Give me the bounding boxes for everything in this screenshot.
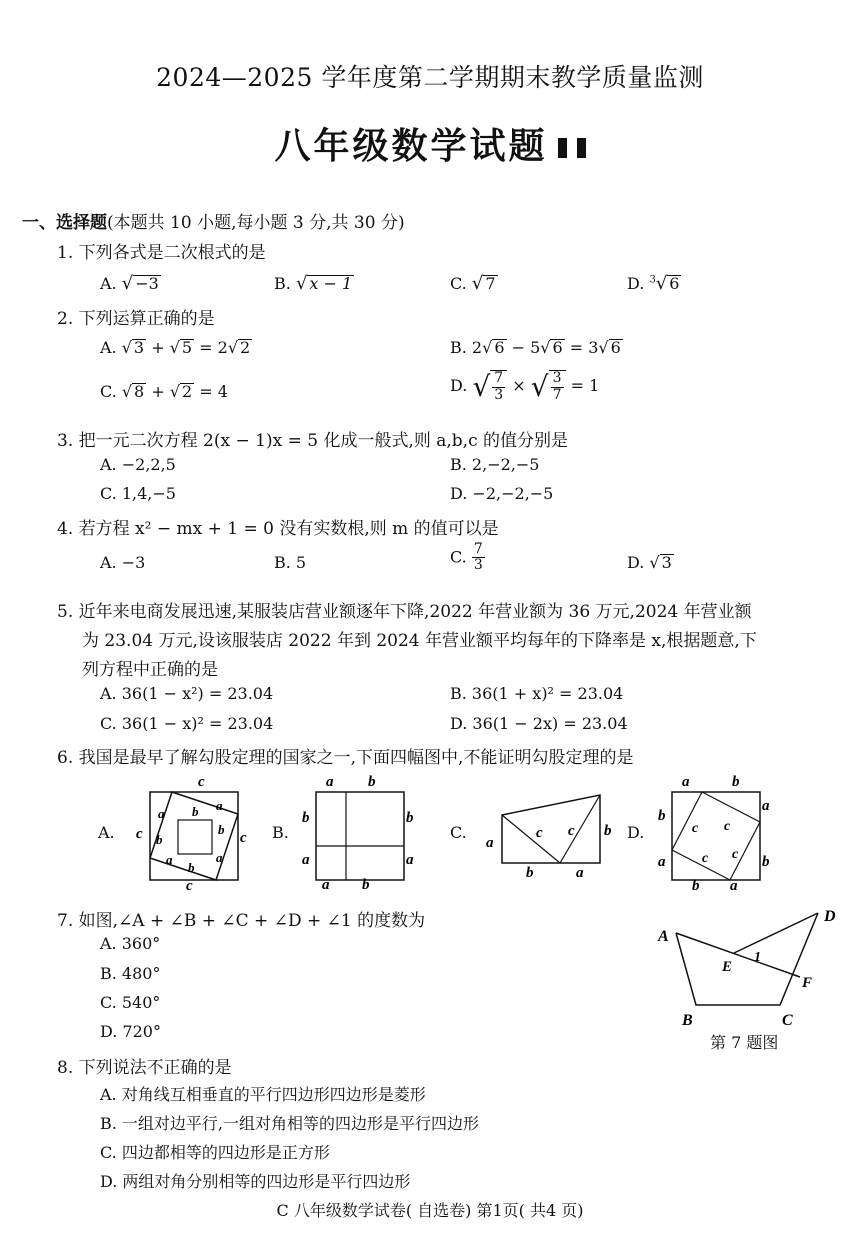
q8-stem: 8. 下列说法不正确的是	[57, 1058, 232, 1078]
q6-option-d-label: D.	[627, 823, 645, 842]
q3-option-d: D. −2,−2,−5	[450, 484, 554, 503]
svg-text:a: a	[158, 806, 165, 821]
q7-figure	[650, 903, 845, 1028]
svg-text:a: a	[166, 852, 173, 867]
q2-option-c: C. √ 8 + √ 2 = 4	[100, 382, 228, 401]
q7-option-a: A. 360°	[100, 934, 161, 953]
q1-option-a: A. √ −3	[100, 273, 159, 294]
q4-option-a: A. −3	[100, 553, 146, 572]
svg-text:B: B	[682, 1012, 693, 1028]
q6-option-c-label: C.	[450, 823, 467, 842]
svg-text:a: a	[302, 852, 310, 868]
q1-option-c: C. √ 7	[450, 273, 496, 294]
q2-option-a: A. √ 3 + √ 5 = 2√ 2	[100, 338, 251, 357]
svg-text:b: b	[604, 823, 612, 839]
q5-option-c: C. 36(1 − x)² = 23.04	[100, 714, 274, 733]
svg-text:b: b	[526, 865, 534, 880]
svg-text:c: c	[136, 826, 143, 842]
section-note: (本题共 10 小题,每小题 3 分,共 30 分)	[107, 213, 405, 233]
svg-text:b: b	[192, 804, 199, 819]
q6-figure-d	[650, 772, 775, 892]
q8-option-d: D. 两组对角分别相等的四边形是平行四边形	[100, 1172, 411, 1191]
svg-text:a: a	[216, 798, 223, 813]
svg-text:b: b	[188, 860, 195, 875]
svg-text:c: c	[536, 825, 543, 841]
q2-option-d: D. √ $\frac{7}{3}$ × √ $\frac{3}{7}$ = 1	[450, 370, 600, 403]
svg-text:a: a	[216, 850, 223, 865]
paper-title: 八年级数学试题	[0, 118, 860, 169]
svg-text:b: b	[692, 878, 700, 892]
q4-option-b: B. 5	[274, 553, 307, 572]
q7-option-b: B. 480°	[100, 964, 161, 983]
q6-option-a-label: A.	[98, 823, 115, 842]
svg-text:b: b	[362, 877, 370, 892]
q4-option-d: D. √ 3	[627, 553, 672, 572]
q7-option-c: C. 540°	[100, 993, 161, 1012]
q1-option-d: D. $^3$√ 6	[627, 273, 680, 294]
svg-text:c: c	[240, 830, 247, 846]
svg-text:c: c	[702, 851, 709, 866]
svg-text:c: c	[198, 774, 205, 790]
svg-text:A: A	[658, 928, 669, 945]
exam-header: 2024—2025 学年度第二学期期末教学质量监测	[156, 63, 704, 92]
q5-stem-line2: 为 23.04 万元,设该服装店 2022 年到 2024 年营业额平均每年的下降率是 x,根据题意,下	[82, 631, 757, 651]
q8-option-b: B. 一组对边平行,一组对角相等的四边形是平行四边形	[100, 1114, 480, 1133]
q2-option-b: B. 2√ 6 − 5√ 6 = 3√ 6	[450, 338, 621, 357]
page-footer: C 八年级数学试卷( 自选卷) 第1页( 共4 页)	[276, 1201, 584, 1220]
svg-text:a: a	[486, 835, 494, 851]
q6-stem: 6. 我国是最早了解勾股定理的国家之一,下面四幅图中,不能证明勾股定理的是	[57, 748, 634, 768]
svg-text:c: c	[186, 878, 193, 892]
svg-text:a: a	[682, 774, 690, 790]
svg-text:a: a	[322, 877, 330, 892]
q3-option-c: C. 1,4,−5	[100, 484, 176, 503]
svg-text:D: D	[824, 908, 836, 925]
svg-text:E: E	[722, 959, 733, 975]
svg-text:b: b	[218, 822, 225, 837]
q6-option-b-label: B.	[272, 823, 289, 842]
q6-figure-a	[128, 772, 258, 892]
q5-option-a: A. 36(1 − x²) = 23.04	[100, 684, 274, 703]
q4-stem: 4. 若方程 x² − mx + 1 = 0 没有实数根,则 m 的值可以是	[57, 519, 499, 539]
svg-text:c: c	[692, 821, 699, 836]
svg-text:b: b	[732, 774, 740, 790]
svg-text:b: b	[156, 832, 163, 847]
svg-text:b: b	[658, 808, 666, 824]
svg-text:c: c	[732, 847, 739, 862]
svg-text:a: a	[576, 865, 584, 880]
svg-text:a: a	[326, 774, 334, 790]
q7-option-d: D. 720°	[100, 1022, 161, 1041]
q5-stem-line1: 5. 近年来电商发展迅速,某服装店营业额逐年下降,2022 年营业额为 36 万元,2024 年营业额	[57, 602, 752, 622]
svg-text:b: b	[406, 810, 414, 826]
svg-text:b: b	[368, 774, 376, 790]
svg-text:a: a	[406, 852, 414, 868]
q2-stem: 2. 下列运算正确的是	[57, 309, 215, 329]
svg-text:F: F	[802, 975, 813, 991]
svg-text:C: C	[782, 1012, 793, 1028]
q6-figure-b	[292, 772, 422, 892]
q5-option-d: D. 36(1 − 2x) = 23.04	[450, 714, 628, 733]
title-marks	[548, 126, 586, 167]
svg-text:c: c	[568, 823, 575, 839]
svg-text:b: b	[302, 810, 310, 826]
q6-figure-c	[480, 785, 620, 880]
q4-option-c: C. $\frac{7}{3}$	[450, 541, 483, 574]
q5-stem-line3: 列方程中正确的是	[82, 660, 218, 680]
svg-text:1: 1	[754, 950, 761, 965]
svg-text:a: a	[762, 798, 770, 814]
svg-text:c: c	[724, 819, 731, 834]
q8-option-a: A. 对角线互相垂直的平行四边形四边形是菱形	[100, 1085, 426, 1104]
section-title: 一、选择题	[22, 213, 107, 233]
q3-option-a: A. −2,2,5	[100, 455, 176, 474]
svg-text:a: a	[658, 854, 666, 870]
q3-option-b: B. 2,−2,−5	[450, 455, 540, 474]
q7-figure-caption: 第 7 题图	[710, 1033, 779, 1052]
q1-stem: 1. 下列各式是二次根式的是	[57, 243, 266, 263]
svg-text:a: a	[730, 878, 738, 892]
q7-stem: 7. 如图,∠A + ∠B + ∠C + ∠D + ∠1 的度数为	[57, 911, 426, 931]
svg-text:b: b	[762, 854, 770, 870]
section-heading	[22, 208, 405, 233]
q8-option-c: C. 四边都相等的四边形是正方形	[100, 1143, 330, 1162]
q5-option-b: B. 36(1 + x)² = 23.04	[450, 684, 624, 703]
q1-option-b: B. √ x − 1	[274, 273, 353, 294]
q3-stem: 3. 把一元二次方程 2(x − 1)x = 5 化成一般式,则 a,b,c 的值分别是	[57, 431, 568, 451]
